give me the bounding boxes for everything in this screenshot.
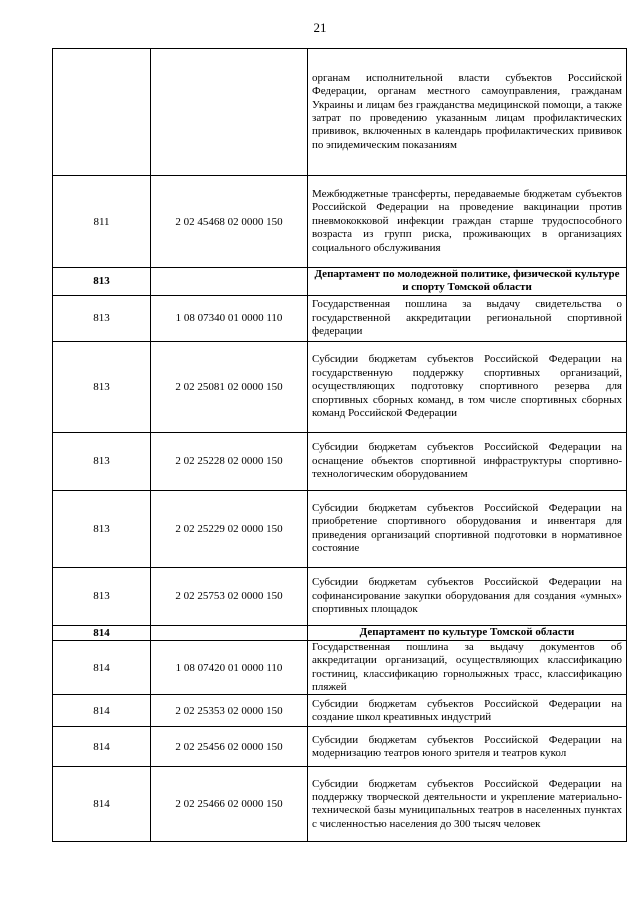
admin-code-cell: 811 [53, 176, 151, 268]
section-header-row [53, 625, 627, 640]
description-cell: Субсидии бюджетам субъектов Российской Федерации на создание школ креативных индустрий [308, 695, 627, 727]
admin-code-cell: 814 [53, 625, 151, 640]
page-number: 21 [313, 20, 327, 35]
budget-code-cell: 1 08 07420 01 0000 110 [151, 640, 308, 695]
description-cell: органам исполнительной власти субъектов Российской Федерации, органам местного самоуправления, гражданам Украины и лицам без гражданства медицинской помощи, а также затрат по проведению указанным лицам профилактических прививок, включенных в календарь профилактических прививок по эпидемическим показаниям [308, 49, 627, 176]
table-row [53, 341, 627, 432]
table-row [53, 640, 627, 695]
table-row [53, 727, 627, 767]
budget-code-cell: 2 02 25228 02 0000 150 [151, 432, 308, 490]
budget-code-cell: 2 02 25081 02 0000 150 [151, 341, 308, 432]
admin-code-cell: 813 [53, 567, 151, 625]
table-row [53, 767, 627, 842]
admin-code-cell: 813 [53, 268, 151, 296]
department-name-cell: Департамент по культуре Томской области [308, 625, 627, 640]
section-header-row [53, 268, 627, 296]
budget-code-cell [151, 268, 308, 296]
admin-code-cell: 814 [53, 727, 151, 767]
table-row [53, 490, 627, 567]
budget-code-cell: 2 02 25353 02 0000 150 [151, 695, 308, 727]
description-cell: Государственная пошлина за выдачу свидетельства о государственной аккредитации региональной спортивной федерации [308, 295, 627, 341]
budget-code-cell: 2 02 45468 02 0000 150 [151, 176, 308, 268]
admin-code-cell: 813 [53, 341, 151, 432]
description-cell: Субсидии бюджетам субъектов Российской Федерации на государственную поддержку спортивных организаций, осуществляющих подготовку спортивного резерва для спортивных сборных команд, в том числе спортивных сборных команд Российской Федерации [308, 341, 627, 432]
table-row [53, 176, 627, 268]
admin-code-cell: 814 [53, 695, 151, 727]
budget-code-cell: 1 08 07340 01 0000 110 [151, 295, 308, 341]
budget-code-cell: 2 02 25229 02 0000 150 [151, 490, 308, 567]
budget-code-cell [151, 49, 308, 176]
description-cell: Субсидии бюджетам субъектов Российской Федерации на софинансирование закупки оборудования для создания «умных» спортивных площадок [308, 567, 627, 625]
description-cell: Субсидии бюджетам субъектов Российской Федерации на поддержку творческой деятельности и укрепление материально-технической базы муниципальных театров в населенных пунктах с численностью населения до 300 тысяч человек [308, 767, 627, 842]
description-cell: Субсидии бюджетам субъектов Российской Федерации на приобретение спортивного оборудования и инвентаря для приведения организаций спортивной подготовки в нормативное состояние [308, 490, 627, 567]
budget-code-cell [151, 625, 308, 640]
description-cell: Государственная пошлина за выдачу документов об аккредитации организаций, осуществляющих классификацию гостиниц, классификацию горнолыжных трасс, классификацию пляжей [308, 640, 627, 695]
admin-code-cell: 814 [53, 767, 151, 842]
admin-code-cell: 813 [53, 295, 151, 341]
budget-code-cell: 2 02 25466 02 0000 150 [151, 767, 308, 842]
table-row [53, 432, 627, 490]
description-cell: Субсидии бюджетам субъектов Российской Федерации на оснащение объектов спортивной инфраструктуры спортивно-технологическим оборудованием [308, 432, 627, 490]
table-row [53, 295, 627, 341]
table-row [53, 49, 627, 176]
budget-code-cell: 2 02 25753 02 0000 150 [151, 567, 308, 625]
admin-code-cell: 813 [53, 432, 151, 490]
admin-code-cell: 814 [53, 640, 151, 695]
description-cell: Межбюджетные трансферты, передаваемые бюджетам субъектов Российской Федерации на проведение вакцинации против пневмококковой инфекции граждан старше трудоспособного возраста из групп риска, проживающих в организациях социального обслуживания [308, 176, 627, 268]
admin-code-cell [53, 49, 151, 176]
admin-code-cell: 813 [53, 490, 151, 567]
department-name-cell: Департамент по молодежной политике, физической культуре и спорту Томской области [308, 268, 627, 296]
table-body [53, 49, 627, 842]
table-row [53, 567, 627, 625]
revenue-codes-table [52, 48, 627, 842]
budget-code-cell: 2 02 25456 02 0000 150 [151, 727, 308, 767]
table-row [53, 695, 627, 727]
description-cell: Субсидии бюджетам субъектов Российской Федерации на модернизацию театров юного зрителя и театров кукол [308, 727, 627, 767]
